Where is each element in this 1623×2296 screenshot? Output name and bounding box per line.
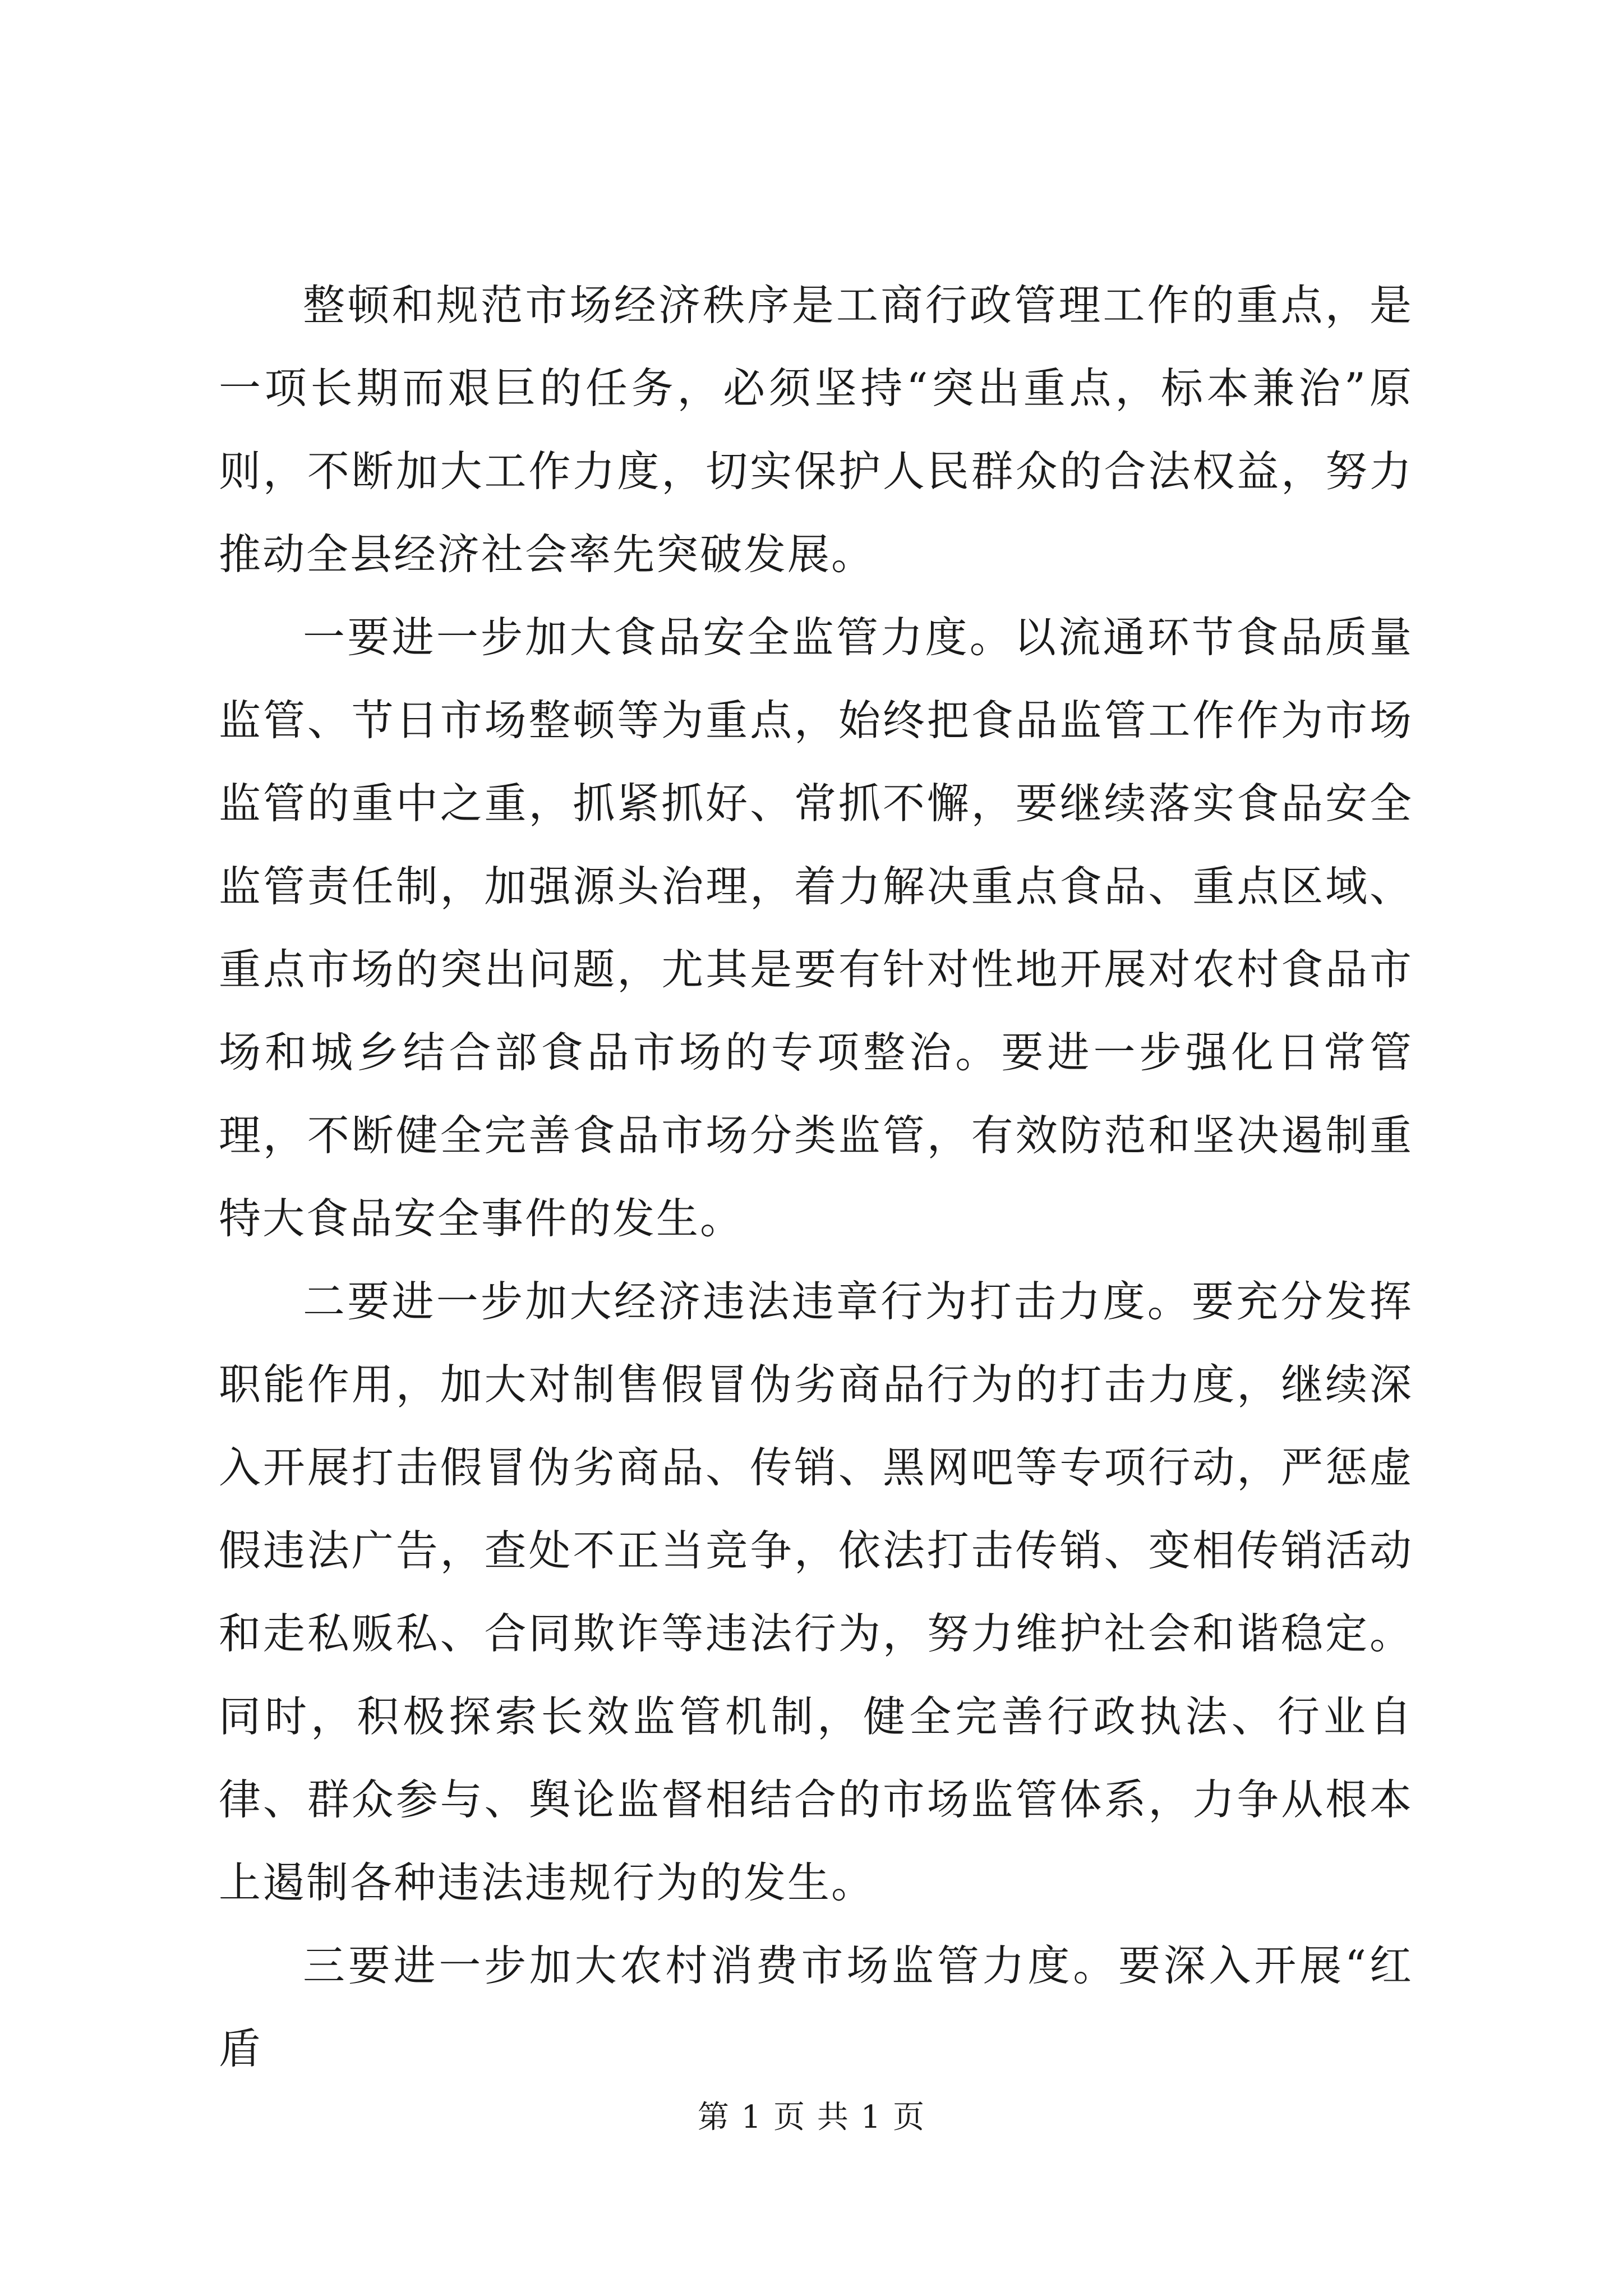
document-body [219, 264, 1413, 2090]
paragraph-food-safety: 一要进一步加大食品安全监管力度。以流通环节食品质量监管、节日市场整顿等为重点，始终把食品监管工作作为市场监管的重中之重，抓紧抓好、常抓不懈，要继续落实食品安全监管责任制，加强源头治理，着力解决重点食品、重点区域、重点市场的突出问题，尤其是要有针对性地开展对农村食品市场和城乡结合部食品市场的专项整治。要进一步强化日常管理，不断健全完善食品市场分类监管，有效防范和坚决遏制重特大食品安全事件的发生。 [219, 613, 1413, 1243]
paragraph-illegal-conduct: 二要进一步加大经济违法违章行为打击力度。要充分发挥职能作用，加大对制售假冒伪劣商品行为的打击力度，继续深入开展打击假冒伪劣商品、传销、黑网吧等专项行动，严惩虚假违法广告，查处不正当竞争，依法打击传销、变相传销活动和走私贩私、合同欺诈等违法行为，努力维护社会和谐稳定。同时，积极探索长效监管机制，健全完善行政执法、行业自律、群众参与、舆论监督相结合的市场监管体系，力争从根本上遏制各种违法违规行为的发生。 [219, 1277, 1413, 1907]
page-footer: 第 1 页 共 1 页 [697, 2099, 926, 2136]
paragraph-intro: 整顿和规范市场经济秩序是工商行政管理工作的重点，是一项长期而艰巨的任务，必须坚持“突出重点，标本兼治”原则，不断加大工作力度，切实保护人民群众的合法权益，努力推动全县经济社会率先突破发展。 [219, 280, 1413, 579]
paragraph-rural-market: 三要进一步加大农村消费市场监管力度。要深入开展“红盾 [219, 1941, 1413, 2073]
